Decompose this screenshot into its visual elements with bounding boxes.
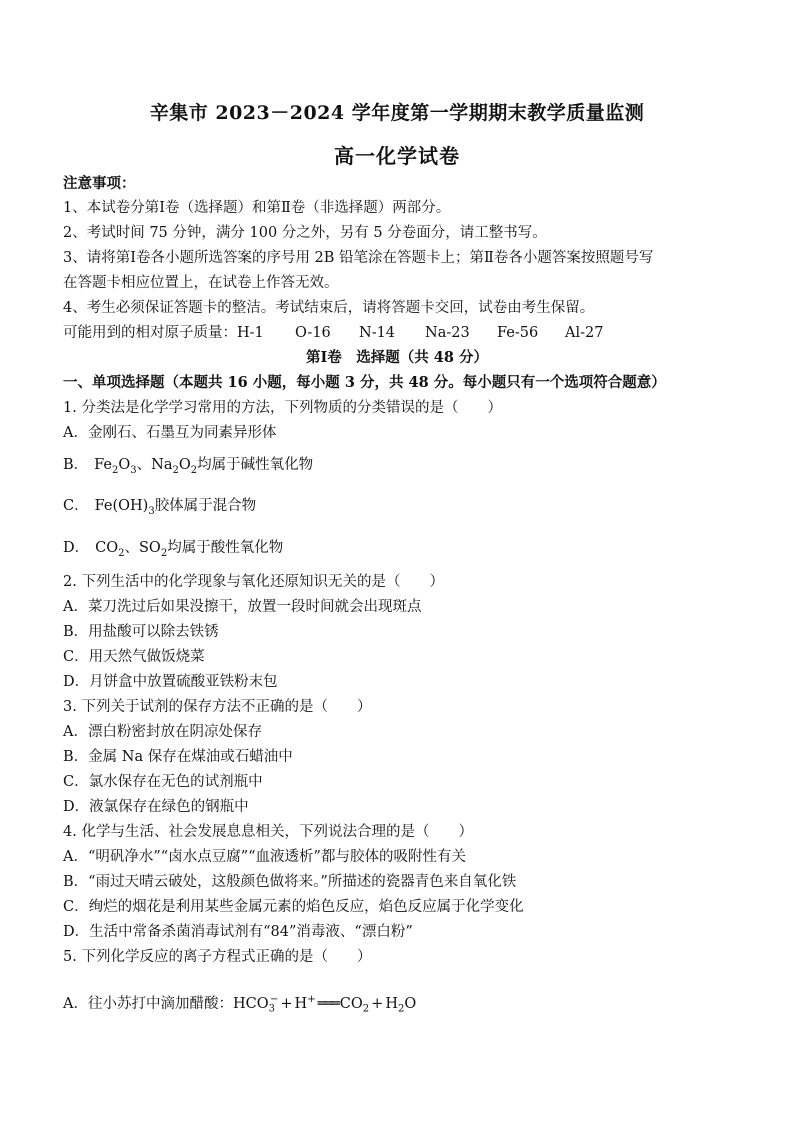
q3-option-a: A．漂白粉密封放在阴凉处保存: [63, 724, 262, 740]
q1-option-b: B． $Fe_2O_3$、$Na_2O_2$均属于碱性氧化物: [63, 457, 314, 476]
q1-stem: 1. 分类法是化学学习常用的方法，下列物质的分类错误的是（ ）: [63, 400, 502, 416]
atomic-masses-label: 可能用到的相对原子质量：: [63, 325, 237, 341]
mass-fe: Fe-56: [497, 325, 539, 341]
exam-subtitle: 高一化学试卷: [334, 144, 460, 168]
part-title: 一、单项选择题（本题共 16 小题，每小题 3 分，共 48 分。每小题只有一个选项符合题意）: [63, 374, 666, 391]
note-4: 4、考生必须保证答题卡的整洁。考试结束后，请将答题卡交回，试卷由考生保留。: [63, 300, 595, 316]
note-3-line-2: 在答题卡相应位置上，在试卷上作答无效。: [63, 275, 339, 291]
q4-option-c: C．绚烂的烟花是利用某些金属元素的焰色反应，焰色反应属于化学变化: [63, 899, 524, 915]
q4-option-d: D．生活中常备杀菌消毒试剂有“84”消毒液、“漂白粉”: [63, 924, 413, 940]
q2-option-c: C．用天然气做饭烧菜: [63, 649, 205, 665]
q1-option-c: C． $Fe(OH)_3$胶体属于混合物: [63, 498, 257, 517]
q3-stem: 3. 下列关于试剂的保存方法不正确的是（ ）: [63, 699, 372, 715]
notes-heading: 注意事项：: [63, 175, 136, 192]
q2-stem: 2. 下列生活中的化学现象与氧化还原知识无关的是（ ）: [63, 574, 444, 590]
q4-option-b: B．“雨过天晴云破处，这般颜色做将来。”所描述的瓷器青色来自氧化铁: [63, 874, 517, 890]
q3-option-c: C．氯水保存在无色的试剂瓶中: [63, 774, 263, 790]
q2-option-b: B．用盐酸可以除去铁锈: [63, 624, 219, 640]
q5-option-a: A．往小苏打中滴加醋酸：$HCO_3^- + H^+$ ═══ $CO_2 + H_2O$: [63, 994, 417, 1015]
section-title: 第Ⅰ卷 选择题（共 48 分）: [305, 349, 489, 366]
atomic-masses: [63, 324, 603, 342]
q2-option-d: D．月饼盒中放置硫酸亚铁粉末包: [63, 674, 278, 690]
mass-na: Na-23: [425, 325, 470, 341]
q1-option-a: A．金刚石、石墨互为同素异形体: [63, 425, 277, 441]
q3-option-b: B．金属 Na 保存在煤油或石蜡油中: [63, 749, 293, 765]
exam-title: 辛集市 2023－2024 学年度第一学期期末教学质量监测: [149, 102, 645, 124]
q1-option-d: D． $CO_2$、$SO_2$均属于酸性氧化物: [63, 540, 284, 559]
mass-h: H-1: [237, 325, 264, 341]
q3-option-d: D．液氯保存在绿色的钢瓶中: [63, 799, 249, 815]
q5-stem: 5. 下列化学反应的离子方程式正确的是（ ）: [63, 949, 372, 965]
mass-n: N-14: [359, 325, 396, 341]
q4-option-a: A．“明矾净水”“卤水点豆腐”“血液透析”都与胶体的吸附性有关: [63, 849, 466, 865]
note-2: 2、考试时间 75 分钟，满分 100 分之外，另有 5 分卷面分，请工整书写。: [63, 225, 547, 241]
mass-al: Al-27: [565, 325, 604, 341]
note-3-line-1: 3、请将第Ⅰ卷各小题所选答案的序号用 2B 铅笔涂在答题卡上；第Ⅱ卷各小题答案按照题号写: [63, 250, 654, 266]
note-1: 1、本试卷分第Ⅰ卷（选择题）和第Ⅱ卷（非选择题）两部分。: [63, 200, 451, 216]
q2-option-a: A．菜刀洗过后如果没擦干，放置一段时间就会出现斑点: [63, 599, 422, 615]
q4-stem: 4. 化学与生活、社会发展息息相关，下列说法合理的是（ ）: [63, 824, 473, 840]
mass-o: O-16: [295, 325, 331, 341]
